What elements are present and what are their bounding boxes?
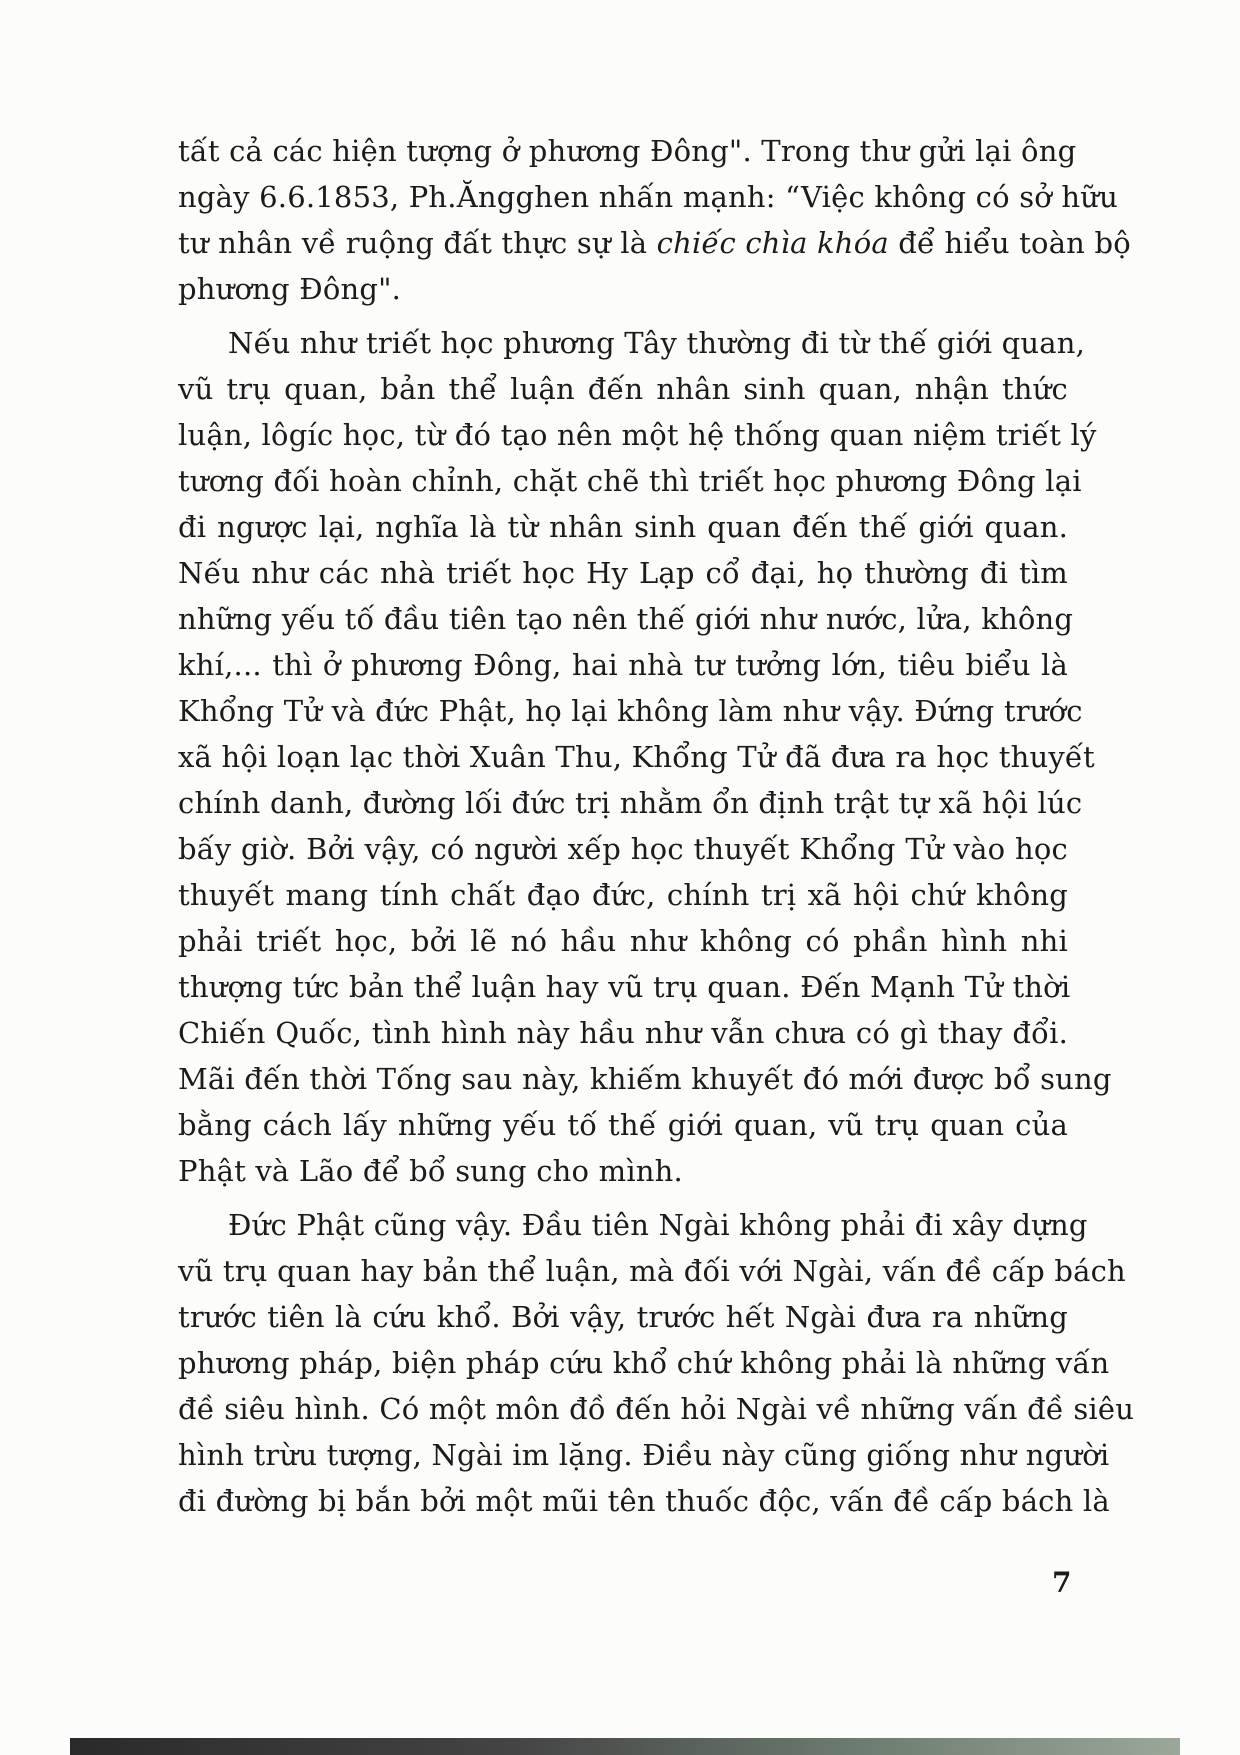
page-number: 7 [1052, 1566, 1072, 1599]
text-line: đi ngược lại, nghĩa là từ nhân sinh quan đến thế giới quan. [178, 510, 1068, 544]
text-run: để hiểu toàn bộ [888, 226, 1131, 260]
text-line: Nếu như triết học phương Tây thường đi từ thế giới quan, [228, 326, 1086, 360]
text-line: Nếu như các nhà triết học Hy Lạp cổ đại, họ thường đi tìm [178, 556, 1068, 590]
paragraph [178, 320, 1112, 1194]
text-line: bằng cách lấy những yếu tố thế giới quan, vũ trụ quan của [178, 1108, 1068, 1142]
text-line: thuyết mang tính chất đạo đức, chính trị xã hội chứ không [178, 878, 1068, 912]
text-line: khí,... thì ở phương Đông, hai nhà tư tưởng lớn, tiêu biểu là [178, 648, 1068, 682]
text-line: chính danh, đường lối đức trị nhằm ổn định trật tự xã hội lúc [178, 786, 1083, 820]
text-line: vũ trụ quan hay bản thể luận, mà đối với Ngài, vấn đề cấp bách [178, 1254, 1126, 1288]
body-text [178, 128, 1135, 1532]
text-line: đi đường bị bắn bởi một mũi tên thuốc độc, vấn đề cấp bách là [178, 1484, 1110, 1518]
text-line: tất cả các hiện tượng ở phương Đông". Trong thư gửi lại ông [178, 134, 1077, 168]
text-line: Đức Phật cũng vậy. Đầu tiên Ngài không phải đi xây dựng [228, 1208, 1088, 1242]
text-line: phải triết học, bởi lẽ nó hầu như không có phần hình nhi [178, 924, 1068, 958]
text-line: Mãi đến thời Tống sau này, khiếm khuyết đó mới được bổ sung [178, 1062, 1112, 1096]
paragraph [178, 1202, 1135, 1524]
paragraph [178, 128, 1131, 312]
text-line: bấy giờ. Bởi vậy, có người xếp học thuyết Khổng Tử vào học [178, 832, 1068, 866]
text-line: hình trừu tượng, Ngài im lặng. Điều này cũng giống như người [178, 1438, 1110, 1472]
text-line: phương pháp, biện pháp cứu khổ chứ không phải là những vấn [178, 1346, 1110, 1380]
scan-bottom-edge [70, 1738, 1180, 1755]
text-line: Phật và Lão để bổ sung cho mình. [178, 1154, 683, 1188]
italic-term: chiếc chìa khóa [656, 226, 889, 260]
text-line: trước tiên là cứu khổ. Bởi vậy, trước hết Ngài đưa ra những [178, 1300, 1068, 1334]
text-line: Chiến Quốc, tình hình này hầu như vẫn chưa có gì thay đổi. [178, 1016, 1068, 1050]
text-run: tư nhân về ruộng đất thực sự là [178, 226, 657, 260]
text-line [178, 220, 1131, 266]
text-line: những yếu tố đầu tiên tạo nên thế giới như nước, lửa, không [178, 602, 1074, 636]
text-line: ngày 6.6.1853, Ph.Ăngghen nhấn mạnh: “Việc không có sở hữu [178, 180, 1118, 214]
text-line: đề siêu hình. Có một môn đồ đến hỏi Ngài về những vấn đề siêu [178, 1392, 1135, 1426]
text-line: vũ trụ quan, bản thể luận đến nhân sinh quan, nhận thức [178, 372, 1068, 406]
text-line: thượng tức bản thể luận hay vũ trụ quan. Đến Mạnh Tử thời [178, 970, 1071, 1004]
text-line: phương Đông". [178, 272, 402, 306]
text-line: tương đối hoàn chỉnh, chặt chẽ thì triết học phương Đông lại [178, 464, 1082, 498]
text-line: xã hội loạn lạc thời Xuân Thu, Khổng Tử đã đưa ra học thuyết [178, 740, 1095, 774]
text-line: luận, lôgíc học, từ đó tạo nên một hệ thống quan niệm triết lý [178, 418, 1097, 452]
text-line: Khổng Tử và đức Phật, họ lại không làm như vậy. Đứng trước [178, 694, 1083, 728]
